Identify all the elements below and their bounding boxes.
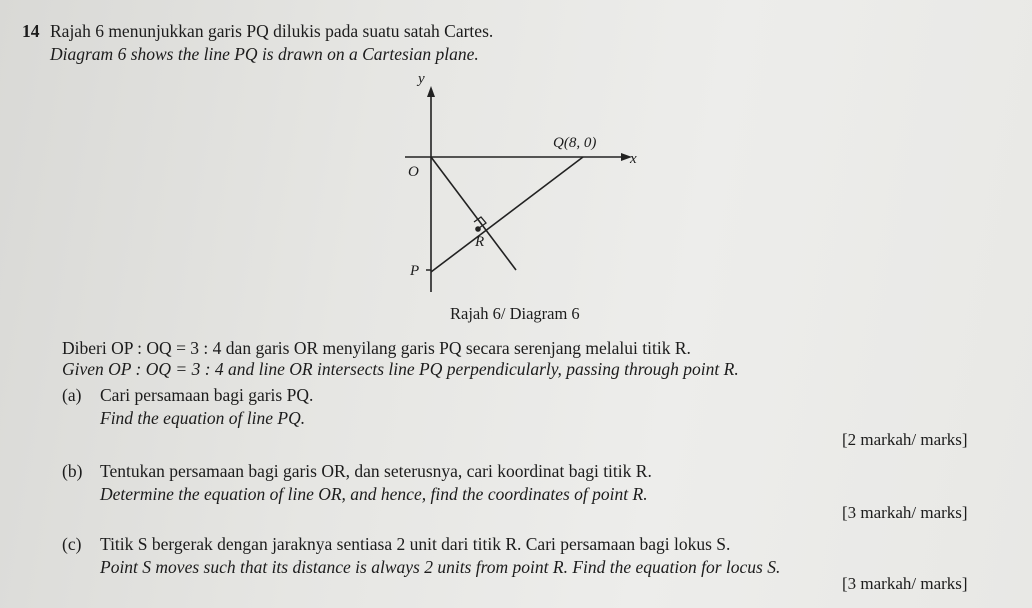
line-or [431,157,516,270]
label-y: y [418,71,425,87]
point-r [475,226,481,232]
part-b-malay: Tentukan persamaan bagi garis OR, dan seterusnya, cari koordinat bagi titik R. [100,461,652,481]
label-q: Q(8, 0) [553,135,597,151]
label-o: O [408,164,419,180]
part-a-marks: [2 markah/ marks] [842,430,968,449]
y-axis-arrow [427,86,435,97]
diagram-caption: Rajah 6/ Diagram 6 [450,304,580,323]
part-b-label: (b) [62,461,83,481]
part-a-english: Find the equation of line PQ. [100,408,306,428]
part-c-malay: Titik S bergerak dengan jaraknya sentiasa 2 unit dari titik R. Cari persamaan bagi lokus S. [100,534,731,554]
given-english: Given OP : OQ = 3 : 4 and line OR intersects line PQ perpendicularly, passing through point R. [62,359,739,379]
intro-malay: Rajah 6 menunjukkan garis PQ dilukis pada suatu satah Cartes. [50,21,494,41]
part-c-marks: [3 markah/ marks] [842,574,968,593]
label-p: P [410,263,420,279]
part-a-malay: Cari persamaan bagi garis PQ. [100,385,314,405]
part-b-english: Determine the equation of line OR, and hence, find the coordinates of point R. [100,484,648,504]
part-c-label: (c) [62,534,82,554]
part-b-marks: [3 markah/ marks] [842,503,968,522]
intro-english: Diagram 6 shows the line PQ is drawn on a Cartesian plane. [50,44,479,64]
line-pq [431,157,583,272]
label-r: R [475,234,485,250]
label-x: x [630,151,637,167]
part-a-label: (a) [62,385,82,405]
given-malay: Diberi OP : OQ = 3 : 4 dan garis OR menyilang garis PQ secara serenjang melalui titik R. [62,338,691,358]
question-number: 14 [22,21,40,41]
part-c-english: Point S moves such that its distance is always 2 units from point R. Find the equation for locus S. [100,557,781,577]
